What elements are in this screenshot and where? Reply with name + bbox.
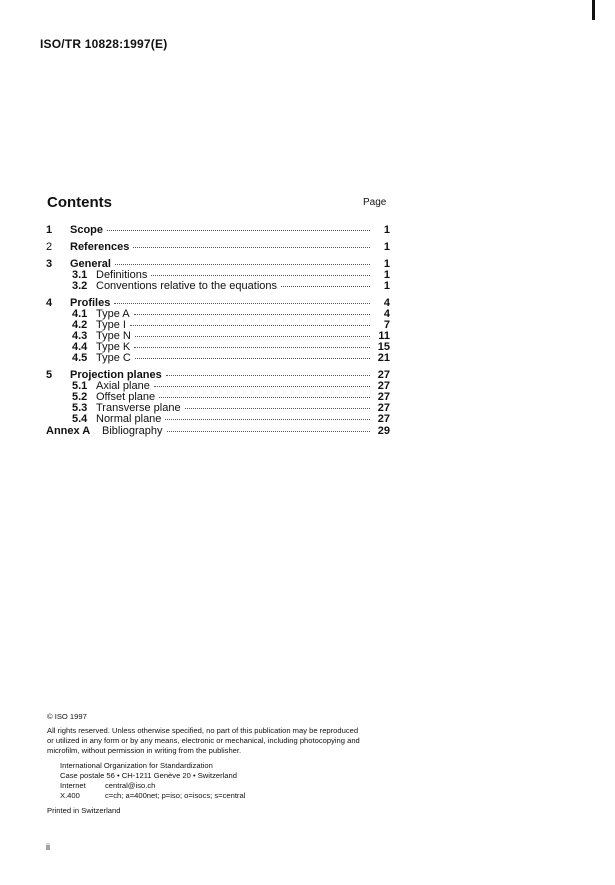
- toc-entry-number: 3: [46, 258, 53, 270]
- toc-entry-title[interactable]: Profiles: [70, 297, 111, 309]
- toc-subentry: [46, 281, 390, 292]
- toc-subentry: [46, 353, 390, 364]
- toc-subentry-title[interactable]: Transverse plane: [96, 402, 181, 414]
- toc-entry-content: [70, 242, 390, 253]
- dot-leader: [167, 431, 370, 432]
- toc-subentry-number: 4.3: [72, 330, 88, 342]
- toc-subentry-number: 5.3: [72, 402, 88, 414]
- toc-subentry-title[interactable]: Type N: [96, 330, 131, 342]
- internet-address: central@iso.ch: [105, 781, 156, 790]
- dot-leader: [134, 314, 370, 315]
- toc-subentry-number: 4.2: [72, 319, 88, 331]
- toc-subentry-page: 21: [377, 352, 390, 364]
- toc-annex-title[interactable]: Bibliography: [102, 425, 163, 437]
- document-id: ISO/TR 10828:1997(E): [40, 37, 168, 51]
- toc-entry-title[interactable]: Projection planes: [70, 369, 162, 381]
- toc-entry-page: 27: [377, 369, 390, 381]
- publisher-address: [47, 761, 397, 801]
- toc-subentry-number: 4.5: [72, 352, 88, 364]
- margin-mark: [592, 0, 595, 20]
- toc-subentry-number: 4.4: [72, 341, 88, 353]
- toc-subentry-page: 4: [383, 308, 390, 320]
- dot-leader: [166, 375, 370, 376]
- rights-statement: [47, 726, 397, 756]
- x400-address: c=ch; a=400net; p=iso; o=isocs; s=central: [105, 791, 246, 800]
- page-number: ii: [46, 842, 50, 852]
- toc-subentry-title[interactable]: Normal plane: [96, 413, 162, 425]
- printed-in: Printed in Switzerland: [47, 806, 121, 815]
- toc-entry-number: 5: [46, 369, 53, 381]
- dot-leader: [165, 419, 370, 420]
- toc-entry-page: 1: [383, 224, 390, 236]
- toc-subentry-title[interactable]: Type A: [96, 308, 130, 320]
- toc-annex: [46, 426, 390, 437]
- toc-subentry-title[interactable]: Type K: [96, 341, 131, 353]
- x400-label: X.400: [60, 791, 80, 800]
- toc-entry: [46, 242, 390, 253]
- toc-entry-title[interactable]: Scope: [70, 224, 104, 236]
- toc-subentry-title[interactable]: Definitions: [96, 269, 148, 281]
- dot-leader: [154, 386, 370, 387]
- table-of-contents: [46, 225, 390, 437]
- contents-title: Contents: [47, 194, 112, 211]
- dot-leader: [151, 275, 370, 276]
- toc-subentry: [46, 414, 390, 425]
- internet-line: [60, 781, 397, 791]
- toc-annex-page: 29: [377, 425, 390, 437]
- dot-leader: [134, 347, 370, 348]
- dot-leader: [133, 247, 370, 248]
- toc-entry-title[interactable]: References: [70, 241, 130, 253]
- toc-annex-number: Annex A: [46, 425, 91, 437]
- toc-annex-content: [102, 426, 390, 437]
- copyright-line: © ISO 1997: [47, 712, 87, 721]
- dot-leader: [115, 264, 370, 265]
- dot-leader: [107, 230, 370, 231]
- toc-subentry-title[interactable]: Conventions relative to the equations: [96, 280, 278, 292]
- dot-leader: [185, 408, 370, 409]
- toc-subentry-content: [72, 281, 390, 292]
- toc-entry-content: [70, 225, 390, 236]
- dot-leader: [159, 397, 370, 398]
- rights-line: All rights reserved. Unless otherwise specified, no part of this publication may be reproduced: [47, 726, 359, 735]
- toc-subentry-page: 27: [377, 380, 390, 392]
- toc-subentry-title[interactable]: Type C: [96, 352, 131, 364]
- dot-leader: [281, 286, 370, 287]
- toc-entry-page: 4: [383, 297, 390, 309]
- toc-subentry-number: 4.1: [72, 308, 88, 320]
- x400-line: [60, 791, 397, 801]
- toc-entry-page: 1: [383, 241, 390, 253]
- toc-subentry-page: 1: [383, 280, 390, 292]
- copyright-notice: [47, 712, 397, 816]
- toc-subentry-page: 11: [378, 330, 390, 342]
- toc-subentry-content: [72, 414, 390, 425]
- toc-subentry-title[interactable]: Offset plane: [96, 391, 156, 403]
- toc-entry: [46, 225, 390, 236]
- toc-subentry-number: 5.1: [72, 380, 88, 392]
- page-column-label: Page: [363, 197, 387, 208]
- toc-subentry-page: 7: [383, 319, 390, 331]
- toc-subentry-content: [72, 353, 390, 364]
- toc-subentry-number: 5.4: [72, 413, 88, 425]
- internet-label: Internet: [60, 781, 86, 790]
- toc-subentry-page: 27: [377, 413, 390, 425]
- toc-entry-number: 2: [46, 241, 53, 253]
- toc-entry-number: 4: [46, 297, 53, 309]
- toc-entry-page: 1: [383, 258, 390, 270]
- toc-entry-number: 1: [46, 224, 53, 236]
- rights-line: microfilm, without permission in writing from the publisher.: [47, 746, 242, 755]
- toc-subentry-page: 1: [383, 269, 390, 281]
- dot-leader: [135, 358, 370, 359]
- dot-leader: [135, 336, 370, 337]
- toc-subentry-page: 15: [377, 341, 390, 353]
- toc-subentry-page: 27: [377, 391, 390, 403]
- toc-subentry-number: 3.1: [72, 269, 88, 281]
- rights-line: or utilized in any form or by any means, electronic or mechanical, including photocopying and: [47, 736, 360, 745]
- toc-subentry-title[interactable]: Type I: [96, 319, 126, 331]
- toc-subentry-title[interactable]: Axial plane: [96, 380, 150, 392]
- org-name: International Organization for Standardization: [60, 761, 213, 770]
- toc-entry-title[interactable]: General: [70, 258, 111, 270]
- toc-subentry-number: 3.2: [72, 280, 88, 292]
- dot-leader: [114, 303, 370, 304]
- dot-leader: [130, 325, 370, 326]
- toc-subentry-page: 27: [377, 402, 390, 414]
- toc-subentry-number: 5.2: [72, 391, 88, 403]
- postal-address: Case postale 56 • CH-1211 Genève 20 • Switzerland: [60, 771, 237, 780]
